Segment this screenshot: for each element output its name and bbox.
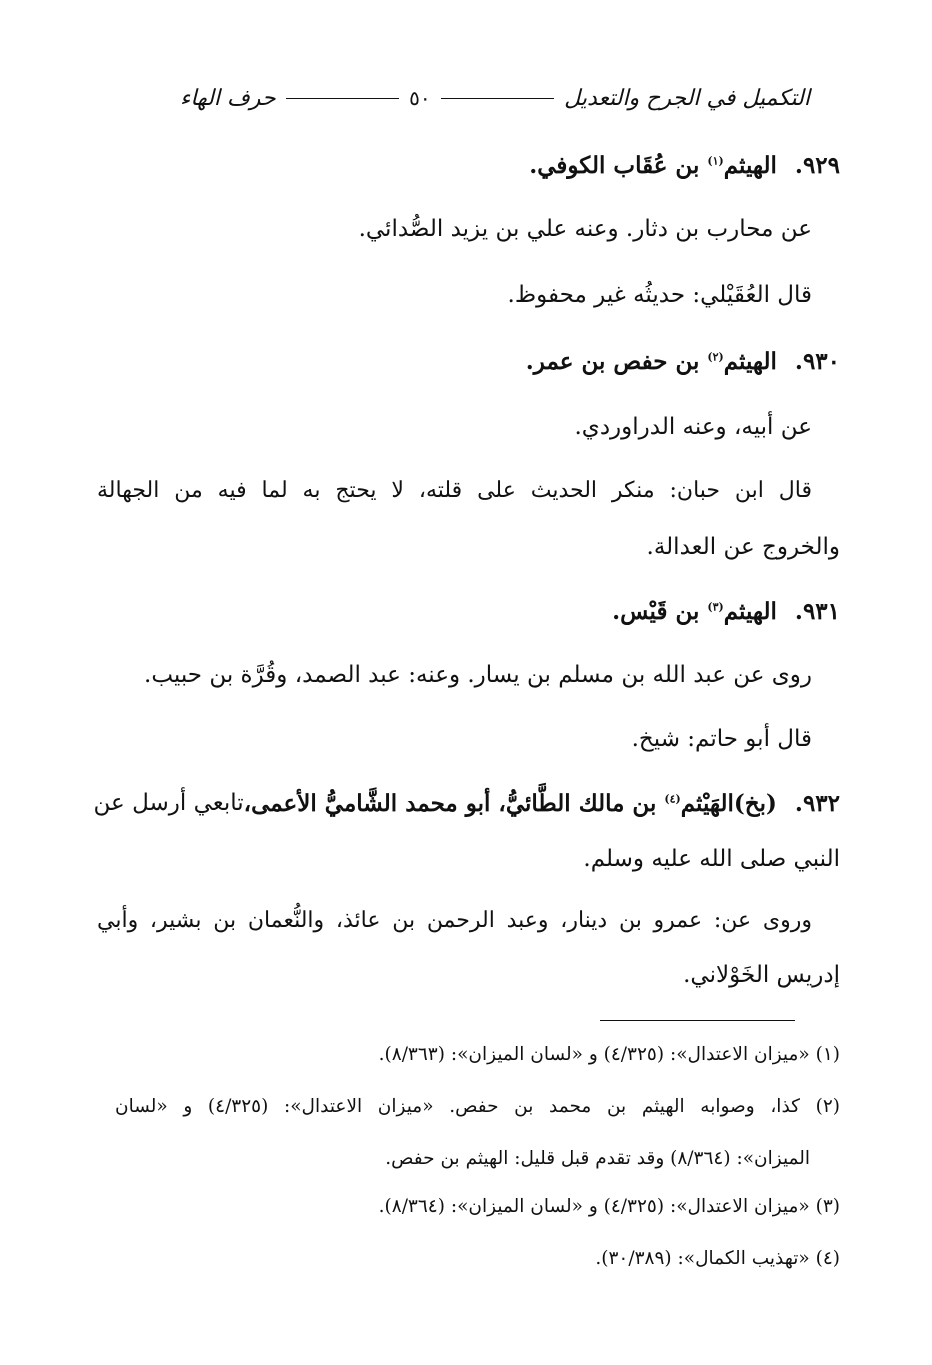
footnote-ref: (٢): [707, 350, 724, 364]
chapter-title: حرف الهاء: [180, 85, 276, 111]
entry-name-rest: بن حفص بن عمر.: [525, 348, 700, 375]
footnote-ref: (١): [707, 154, 724, 168]
entry-name-rest: بن قَيْس.: [612, 598, 700, 625]
footnote-ref: (٣): [707, 600, 724, 614]
entry-number: ٩٢٩.: [794, 152, 840, 179]
entry-number: ٩٣١.: [794, 598, 840, 625]
book-title: التكميل في الجرح والتعديل: [564, 85, 810, 111]
entry-name: الهيثم: [723, 152, 777, 179]
footnote: (١) «ميزان الاعتدال»: (٤/٣٢٥) و «لسان الميزان»: (٨/٣٦٣).: [378, 1044, 840, 1065]
entry-code: (بخ): [733, 790, 777, 817]
footnote: (٢) كذا، وصوابه الهيثم بن محمد بن حفص. «ميزان الاعتدال»: (٤/٣٢٥) و «لسان: [115, 1096, 840, 1117]
footnote: الميزان»: (٨/٣٦٤) وقد تقدم قبل قليل: الهيثم بن حفص.: [385, 1148, 810, 1169]
entry-name: الهيثم: [723, 598, 777, 625]
entry-text: قال ابن حبان: منكر الحديث على قلته، لا يحتج به لما فيه من الجهالة: [97, 478, 812, 503]
entry-text: والخروج عن العدالة.: [646, 534, 840, 560]
running-header: [180, 78, 810, 118]
entry-heading: [526, 350, 840, 373]
page-number: ٥٠: [409, 86, 431, 110]
entry-text: عن محارب بن دثار. وعنه علي بن يزيد الصُّدائي.: [358, 216, 812, 242]
entry-name-rest: بن عُقَاب الكوفي.: [529, 152, 700, 179]
entry-head-tail: تابعي أرسل عن: [93, 790, 244, 816]
entry-text: روى عن عبد الله بن مسلم بن يسار. وعنه: عبد الصمد، وقُرَّة بن حبيب.: [144, 662, 812, 688]
entry-text: وروى عن: عمرو بن دينار، وعبد الرحمن بن عائذ، والنُّعمان بن بشير، وأبي: [97, 908, 812, 933]
entry-text: قال أبو حاتم: شيخ.: [631, 726, 812, 752]
entry-number: ٩٣٠.: [794, 348, 840, 375]
entry-heading: [93, 790, 840, 817]
entry-name-rest: بن مالك الطَّائيُّ، أبو محمد الشَّاميُّ الأعمى،: [243, 790, 657, 817]
footnote-ref: (٤): [664, 792, 681, 806]
entry-name: الهيثم: [723, 348, 777, 375]
entry-name: الهَيْثم: [680, 790, 734, 817]
entry-number: ٩٣٢.: [794, 790, 840, 817]
footnote: (٤) «تهذيب الكمال»: (٣٠/٣٨٩).: [595, 1248, 840, 1269]
header-dash: [286, 98, 400, 99]
entry-text: قال العُقَيْلي: حديثُه غير محفوظ.: [507, 282, 812, 308]
header-dash: [441, 98, 555, 99]
entry-text: عن أبيه، وعنه الدراوردي.: [574, 414, 812, 440]
entry-text: النبي صلى الله عليه وسلم.: [583, 846, 840, 872]
footnote: (٣) «ميزان الاعتدال»: (٤/٣٢٥) و «لسان الميزان»: (٨/٣٦٤).: [378, 1196, 840, 1217]
footnote-separator: [600, 1020, 795, 1021]
entry-heading: [612, 600, 840, 623]
entry-text: إدريس الخَوْلاني.: [683, 962, 840, 988]
entry-heading: [529, 154, 840, 177]
